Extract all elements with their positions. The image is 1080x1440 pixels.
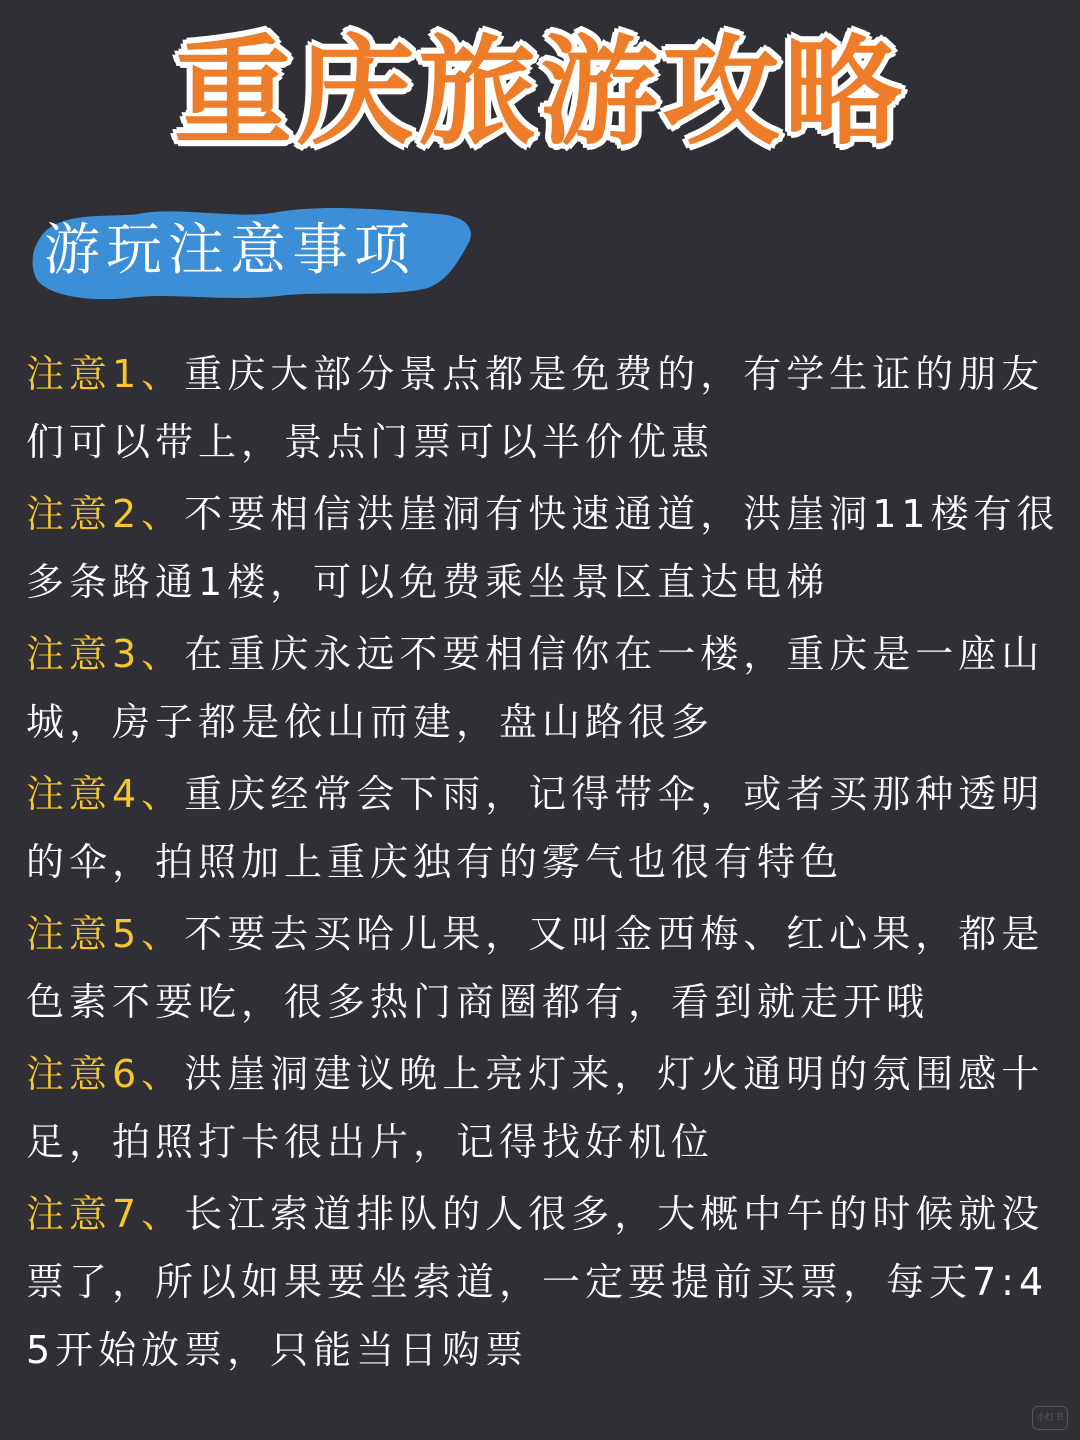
note-label: 注意7、 <box>26 1192 185 1236</box>
note-text: 在重庆永远不要相信你在一楼，重庆是一座山城，房子都是依山而建，盘山路很多 <box>26 632 1045 744</box>
note-label: 注意5、 <box>26 912 185 956</box>
notes-list <box>26 340 1066 1388</box>
note-label: 注意6、 <box>26 1052 185 1096</box>
note-label: 注意4、 <box>26 772 185 816</box>
note-text: 洪崖洞建议晚上亮灯来，灯火通明的氛围感十足，拍照打卡很出片，记得找好机位 <box>26 1052 1045 1164</box>
note-item <box>26 1180 1066 1384</box>
note-item <box>26 480 1066 616</box>
note-text: 不要相信洪崖洞有快速通道，洪崖洞11楼有很多条路通1楼，可以免费乘坐景区直达电梯 <box>26 492 1060 604</box>
note-text: 重庆大部分景点都是免费的，有学生证的朋友们可以带上，景点门票可以半价优惠 <box>26 352 1045 464</box>
note-text: 不要去买哈儿果，又叫金西梅、红心果，都是色素不要吃，很多热门商圈都有，看到就走开哦 <box>26 912 1045 1024</box>
note-text: 长江索道排队的人很多，大概中午的时候就没票了，所以如果要坐索道，一定要提前买票，每天7:45开始放票，只能当日购票 <box>26 1192 1049 1372</box>
watermark-logo: 小红书 <box>1032 1406 1068 1430</box>
note-item <box>26 1040 1066 1176</box>
note-label: 注意1、 <box>26 352 185 396</box>
note-item <box>26 900 1066 1036</box>
note-item <box>26 620 1066 756</box>
note-label: 注意2、 <box>26 492 185 536</box>
section-heading <box>28 200 478 304</box>
section-title: 游玩注意事项 <box>44 218 416 283</box>
note-label: 注意3、 <box>26 632 185 676</box>
note-text: 重庆经常会下雨，记得带伞，或者买那种透明的伞，拍照加上重庆独有的雾气也很有特色 <box>26 772 1045 884</box>
page-title: 重庆旅游攻略 <box>173 23 906 161</box>
note-item <box>26 340 1066 476</box>
note-item <box>26 760 1066 896</box>
